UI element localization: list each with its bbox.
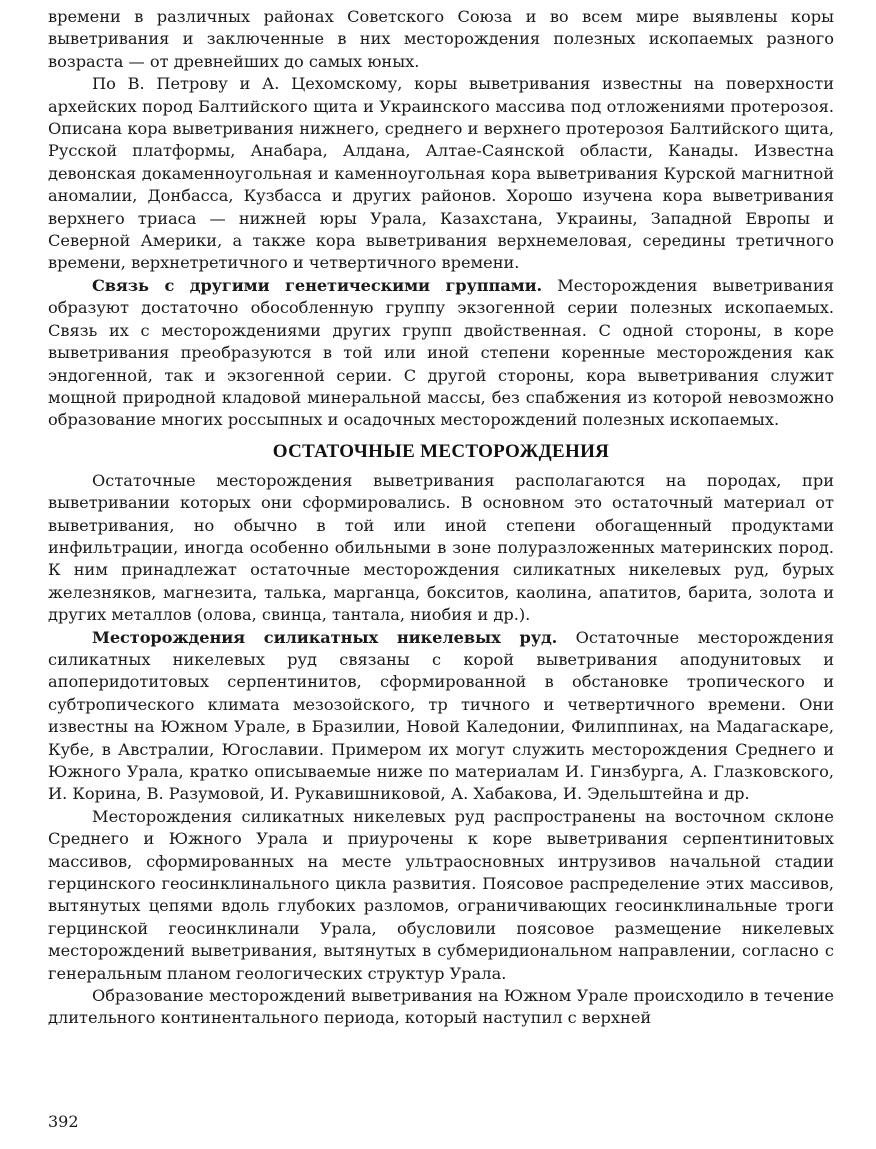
run-in-heading-genetic-relations: Связь с другими генетическими группами. bbox=[92, 275, 543, 295]
document-page bbox=[48, 6, 834, 1030]
paragraph-residual-deposits: Остаточные месторождения выветривания располагаются на породах, при выветривании которых они сформировались. В основном это остаточный материал от выветривания, но обычно в той или иной степени обогащенный продуктами инфильтрации, иногда особенно обильными в зоне полуразложенных материнских пород. К ним принадлежат остаточные месторождения силикатных никелевых руд, бурых железняков, магнезита, талька, марганца, бокситов, каолина, апатитов, барита, золота и других металлов (олова, свинца, тантала, ниобия и др.). bbox=[48, 470, 834, 625]
paragraph-genetic-relations-text: Месторождения выветривания образуют достаточно обособленную группу экзогенной серии полезных ископаемых. Связь их с месторождениями других групп двойственная. С одной стороны, в коре выветривания преобразуются в той или иной степени коренные месторождения как эндогенной, так и экзогенной серии. С другой стороны, кора выветривания служит мощной природной кладовой минеральной массы, без спабжения из которой невозможно образование многих россыпных и осадочных месторождений полезных ископаемых. bbox=[48, 275, 834, 430]
paragraph-nickel-ores-text: Остаточные месторождения силикатных никелевых руд связаны с корой выветривания аподунитовых и апоперидотитовых серпентинитов, сформированной в обстановке тропического и субтропического климата мезозойского, тр тичного и четвертичного времени. Они известны на Южном Урале, в Бразилии, Новой Каледонии, Филиппинах, на Мадагаскаре, Кубе, в Австралии, Югославии. Примером их могут служить месторождения Среднего и Южного Урала, кратко описываемые ниже по материалам И. Гинзбурга, А. Глазковского, И. Корина, В. Разумовой, И. Рукавишниковой, А. Хабакова, И. Эдельштейна и др. bbox=[48, 627, 834, 804]
page-number: 392 bbox=[48, 1112, 79, 1131]
paragraph-ural-distribution: Месторождения силикатных никелевых руд распространены на восточном склоне Среднего и Южного Урала и приурочены к коре выветривания серпентинитовых массивов, сформированных на месте ультраосновных интрузивов начальной стадии герцинского геосинклинального цикла развития. Поясовое распределение этих массивов, вытянутых цепями вдоль глубоких разломов, ограничивающих геосинклинальные троги герцинской геосинклинали Урала, обусловили поясовое размещение никелевых месторождений выветривания, вытянутых в субмеридиональном направлении, согласно с генеральным планом геологических структур Урала. bbox=[48, 806, 834, 983]
paragraph-nickel-ores bbox=[48, 627, 834, 806]
paragraph-weathering-crust-ages: По В. Петрову и А. Цехомскому, коры выветривания известны на поверхности архейских пород Балтийского щита и Украинского массива под отложениями протерозоя. Описана кора выветривания нижнего, среднего и верхнего протерозоя Балтийского щита, Русской платформы, Анабара, Алдана, Алтае-Саянской области, Канады. Известна девонская докаменноугольная и каменноугольная кора выветривания Курской магнитной аномалии, Донбасса, Кузбасса и других районов. Хорошо изучена кора выветривания верхнего триаса — нижней юры Урала, Казахстана, Украины, Западной Европы и Северной Америки, а также кора выветривания верхнемеловая, середины третичного времени, верхнетретичного и четвертичного времени. bbox=[48, 74, 834, 273]
paragraph-genetic-relations bbox=[48, 275, 834, 432]
section-heading: ОСТАТОЧНЫЕ МЕСТОРОЖДЕНИЯ bbox=[272, 440, 610, 462]
paragraph-intro-continuation: времени в различных районах Советского Союза и во всем мире выявлены коры выветривания и заключенные в них месторождения полезных ископаемых разного возраста — от древнейших до самых юных. bbox=[48, 7, 834, 71]
paragraph-southern-ural-formation: Образование месторождений выветривания на Южном Урале происходило в течение длительного континентального периода, который наступил с верхней bbox=[48, 986, 834, 1028]
run-in-heading-nickel-ores: Месторождения силикатных никелевых руд. bbox=[92, 627, 558, 647]
